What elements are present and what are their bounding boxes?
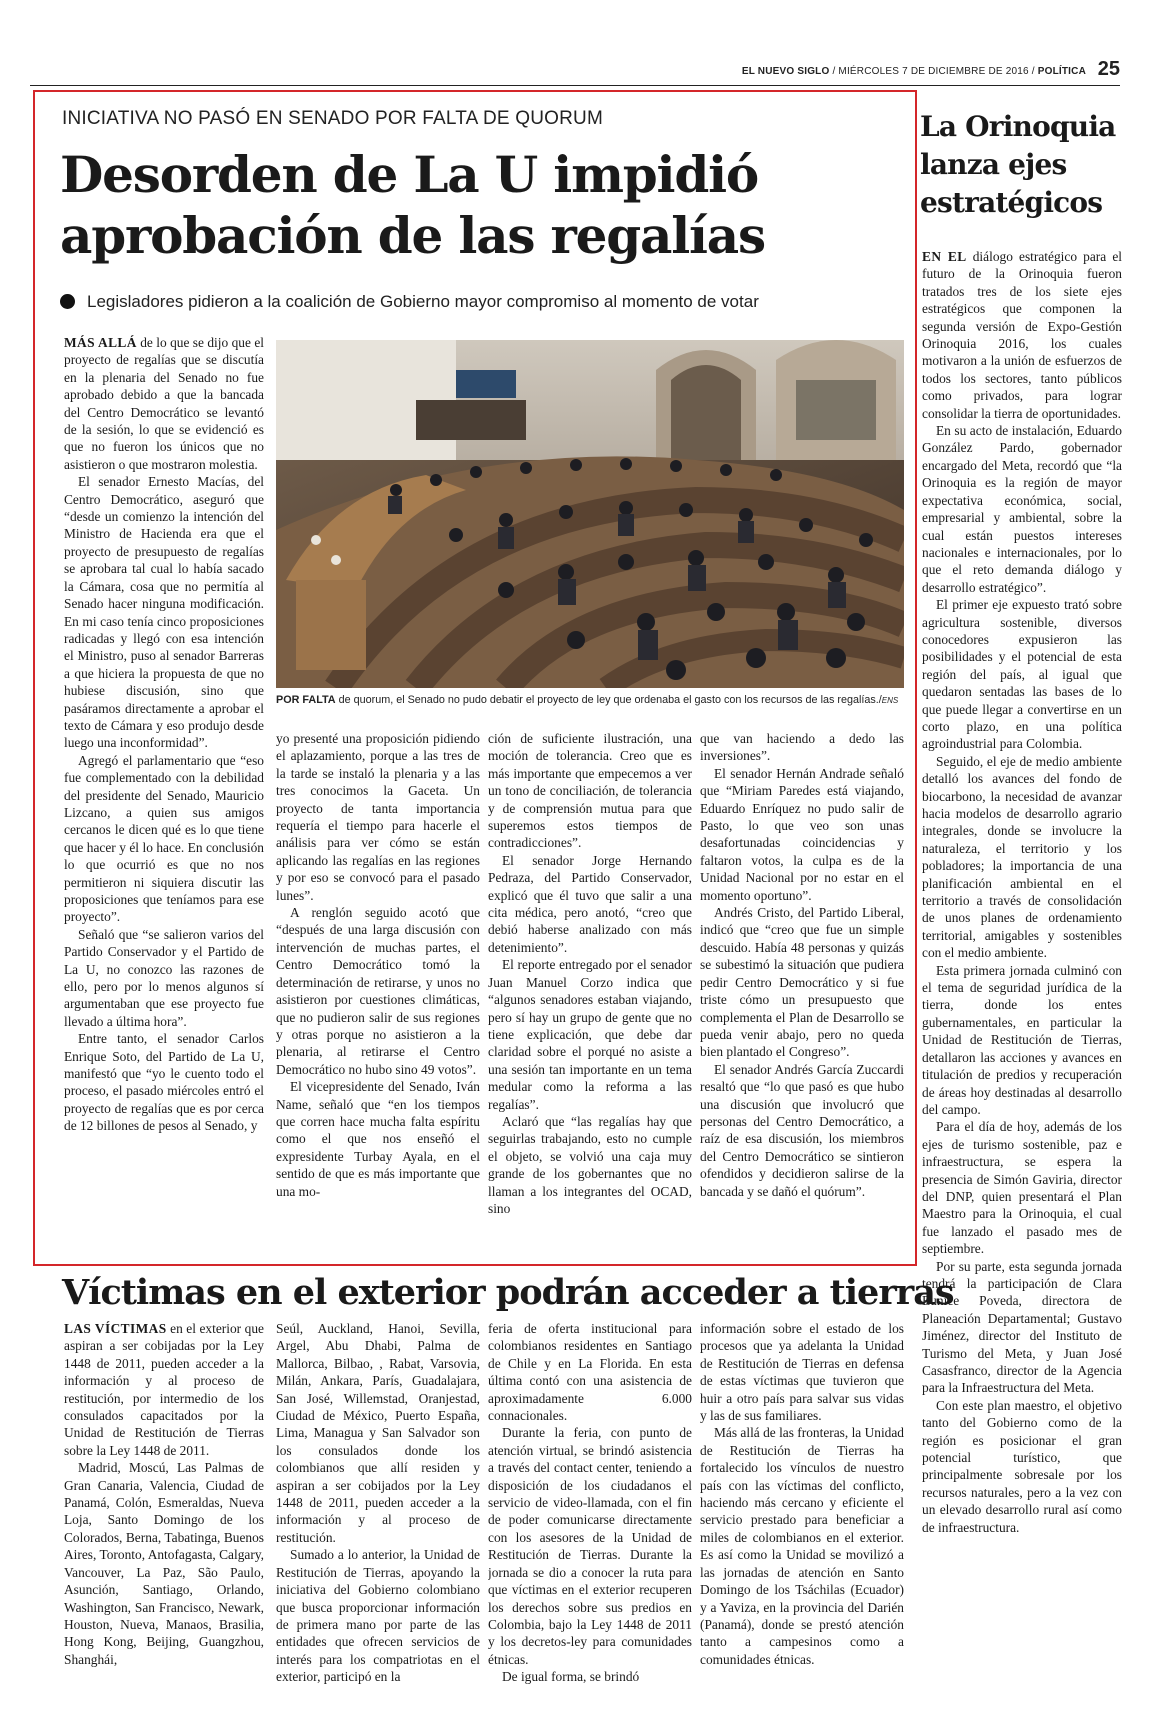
paragraph: El vicepresidente del Senado, Iván Name, señaló que “en los tiempos que corren hace mucha falta espíritu como el que nos enseñó el expresidente Turbay Ayala, en el sentido de que es más importante que una mo- [276, 1079, 480, 1199]
publication-name: EL NUEVO SIGLO [741, 66, 830, 77]
story-column-2 [276, 730, 480, 1254]
paragraph: ción de suficiente ilustración, una moción de tolerancia. Creo que es más importante que empecemos a ver un tono de conciliación, de tolerancia y de comprensión mutua para que superemos estos tiempos de contradicciones”. [488, 731, 692, 851]
story-headline: Desorden de La U impidió aprobación de las regalías [60, 145, 765, 265]
senate-chamber-photo [276, 340, 904, 688]
story-column-4 [700, 730, 904, 1254]
paragraph: Seúl, Auckland, Hanoi, Sevilla, Argel, Abu Dhabi, Palma de Mallorca, Bilbao, , Rabat, Varsovia, Milán, Ankara, París, Guadalajara, San José, Willemstad, Oranjestad, Ciudad de México, Puerto España, Lima, Managua y San Salvador son los consulados donde los colombianos que allí residen y aspiran a ser cobijados por la Ley 1448 de 2011, pueden acceder a la información y al proceso de restitución. [276, 1321, 480, 1545]
story-column-3 [488, 730, 692, 1254]
paragraph: El senador Andrés García Zuccardi resaltó que “lo que pasó es que hubo una discusión que involucró que personas del Centro Democrático, a raíz de esa discusión, los miembros del Centro Democrático se sintieron ofendidos y decidieron salirse de la bancada y se dañó el quórum”. [700, 1061, 904, 1199]
second-story-column-2 [276, 1320, 480, 1712]
senate-chamber-illustration [276, 340, 904, 688]
paragraph: A renglón seguido acotó que “después de una larga discusión con intervención de muchas partes, el Centro Democrático tomó la determinación de retirarse, y unos no asistieron por cuestiones climáticas, que no pudieron salir de sus regiones y otras porque no asistieron a la plenaria, al retirarse el Centro Democrático no hubo sino 49 votos”. [276, 905, 480, 1077]
paragraph: Sumado a lo anterior, la Unidad de Restitución de Tierras, apoyando la iniciativa del Gobierno colombiano que busca proporcionar información de primera mano por parte de las entidades que ofrecen servicios de interés para los compatriotas en el exterior, participó en la [276, 1547, 480, 1685]
issue-date: MIÉRCOLES 7 DE DICIEMBRE DE 2016 [838, 66, 1029, 77]
paragraph: Madrid, Moscú, Las Palmas de Gran Canaria, Valencia, Ciudad de Panamá, Colón, Esmeraldas, Nueva Loja, Santo Domingo de los Colorados, Berna, Tabatinga, Buenos Aires, Toronto, Antofagasta, Calgary, Vancouver, La Paz, São Paulo, Asunción, Santiago, Orlando, Washington, San Francisco, Newark, Houston, Nueva, Manaos, Brasilia, Hong Kong, Beijing, Guangzhou, Shanghái, [64, 1460, 264, 1667]
paragraph: Seguido, el eje de medio ambiente detalló los avances del fondo de biocarbono, la necesidad de avanzar hacia modelos de desarrollo agrario integrales, donde se involucre la naturaleza, el territorio y los pobladores; la importancia de una planificación ambiental en el territorio a través de consolidación de unos planes de ordenamiento territorial, amigables y sostenibles con el medio ambiente. [922, 753, 1122, 961]
paragraph: Agregó el parlamentario que “eso fue complementado con la debilidad del presidente del Senado, Mauricio Lizcano, a quien sus amigos cercanos le dicen qué es lo que tiene que hacer y él lo hace. En conclusión lo que ocurrió es que no nos permitieron ni siquiera discutir las proposiciones que teníamos para ese proyecto”. [64, 752, 264, 925]
story-kicker: INICIATIVA NO PASÓ EN SENADO POR FALTA DE QUORUM [62, 108, 603, 129]
second-story-column-4 [700, 1320, 904, 1712]
paragraph: Por su parte, esta segunda jornada tendrá la participación de Clara Eunice Poveda, directora de Planeación Departamental; Gustavo Jiménez, director del Instituto de Turismo del Meta, y Juan José Casasfranco, director de la Agencia para la Infraestructura del Meta. [922, 1258, 1122, 1396]
paragraph: en el exterior que aspiran a ser cobijadas por la Ley 1448 de 2011, pueden acceder a la información y al proceso de restitución, por intermedio de los consulados capacitados por la Unidad de Restitución de Tierras sobre la Ley 1448 de 2011. [64, 1321, 264, 1458]
separator: / [832, 66, 836, 77]
photo-caption [276, 693, 904, 708]
separator: / [1031, 66, 1035, 77]
caption-text: de quorum, el Senado no pudo debatir el proyecto de ley que ordenaba el gasto con los recursos de las regalías./ [338, 694, 882, 706]
paragraph: Esta primera jornada culminó con el tema de seguridad jurídica de la tierra, donde los entes gubernamentales, en particular la Unidad de Restitución de Tierras, detallaron las acciones y avances en titulación de predios y recuperación de áreas hoy destinadas al desarrollo del campo. [922, 962, 1122, 1117]
paragraph: feria de oferta institucional para colombianos residentes en Santiago de Chile y en La Florida. En esta última contó con una asistencia de aproximadamente 6.000 connacionales. [488, 1321, 692, 1424]
sidebar-lead-in: EN EL [922, 249, 967, 264]
bullet-icon [60, 294, 75, 309]
paragraph: Más allá de las fronteras, la Unidad de Restitución de Tierras ha fortalecido los vínculos de nuestro país con las víctimas del conflicto, haciendo más cercano y eficiente el servicio prestado para beneficiar a miles de colombianos en el exterior. Es así como la Unidad se movilizó a las jornadas de atención en Santo Domingo de los Tsáchilas (Ecuador) y a Yaviza, en la provincia del Darién (Panamá), donde se prestó atención tanto a campesinos como a comunidades étnicas. [700, 1425, 904, 1667]
second-story-column-1 [64, 1320, 264, 1712]
paragraph: yo presenté una proposición pidiendo el aplazamiento, porque a las tres de la tarde se instaló la plenaria y a las tres conocimos la Gaceta. Un proyecto de tanta importancia requería el tiempo para hacerle el análisis para ver cómo se están aplicando las regalías en las regiones y por eso se convocó para el pasado lunes”. [276, 731, 480, 903]
paragraph: Andrés Cristo, del Partido Liberal, indicó que “creo que fue un simple descuido. Había 48 personas y quizás se subestimó la situación que pudiera pedir Centro Democrático y si fue triste cómo un presupuesto que complementa el Plan de Desarrollo se pueda venir abajo, pero no queda bien plantado el Congreso”. [700, 905, 904, 1060]
page-number: 25 [1097, 58, 1120, 80]
paragraph: diálogo estratégico para el futuro de la Orinoquia fueron tratados tres de los siete ejes estratégicos que componen la segunda versión de Expo-Gestión Orinoquia 2016, los cuales motivaron a la unión de esfuerzos de todos los sectores, tanto públicos como privados, para lograr consolidar la tierra de oportunidades. [922, 249, 1122, 421]
paragraph: Con este plan maestro, el objetivo tanto del Gobierno como de la región es posicionar el gran potencial turístico, que principalmente sobresale por los recursos naturales, pero a la vez con un elevado desarrollo rural así como de infraestructura. [922, 1397, 1122, 1535]
story-column-1 [64, 334, 264, 1254]
story-lead-in: MÁS ALLÁ [64, 335, 137, 350]
running-head [30, 58, 1120, 86]
running-head-meta [742, 66, 1086, 77]
sidebar-column [922, 248, 1122, 1708]
paragraph: Aclaró que “las regalías hay que seguirlas trabajando, esto no cumple el objeto, se volvió una caja muy grande de los gobernantes que no llaman a los integrantes del OCAD, sino [488, 1113, 692, 1216]
paragraph: que van haciendo a dedo las inversiones”. [700, 731, 904, 764]
paragraph: El reporte entregado por el senador Juan Manuel Corzo indica que “algunos senadores estaban viajando, pero sí hay un grupo de gente que no tiene explicación, que debe dar claridad sobre el porqué no asiste a una sesión tan importante en un tema medular como la reforma a las regalías”. [488, 957, 692, 1112]
second-story-headline: Víctimas en el exterior podrán acceder a tierras [62, 1272, 954, 1313]
story-subhead [60, 292, 910, 312]
paragraph: información sobre el estado de los procesos que ya adelanta la Unidad de Restitución de Tierras en defensa de estas víctimas que tuvieron que huir a otro país para salvar sus vidas y las de sus familiares. [700, 1321, 904, 1424]
photo-credit: ENS [881, 696, 899, 705]
paragraph: En su acto de instalación, Eduardo González Pardo, gobernador encargado del Meta, recordó que “la Orinoquia es la región de mayor expectativa económica, social, empresarial y ambiental, sobre la cual están puestos intereses nacionales e internacionales, por lo que el reto demanda diálogo y desarrollo estratégico”. [922, 423, 1122, 595]
subhead-text: Legisladores pidieron a la coalición de Gobierno mayor compromiso al momento de votar [87, 292, 759, 311]
section-name: POLÍTICA [1037, 66, 1086, 77]
paragraph: Señaló que “se salieron varios del Partido Conservador y el Partido de La U, no conozco las razones de ello, pero por lo menos algunos sí argumentaban que ese proyecto fue llevado a última hora”. [64, 926, 264, 1029]
caption-lead: POR FALTA [276, 694, 336, 706]
paragraph: El senador Ernesto Macías, del Centro Democrático, aseguró que “desde un comienzo la intención del Ministro de Hacienda era que el proyecto de presupuesto de regalías se aprobara tal cual lo había sacado la Cámara, cosa que no permitía al Senado hacer ninguna modificación. En mi caso tenía cinco proposiciones radicadas y llegó con esa intención el Ministro, puso al senador Barreras a que hiciera la propuesta de que no hubiese discusión, sino que pasáramos directamente a aprobar el texto de Cámara y eso produjo desde luego una inconformidad”. [64, 474, 264, 751]
second-story-lead-in: LAS VÍCTIMAS [64, 1321, 167, 1336]
paragraph: Para el día de hoy, además de los ejes de turismo sostenible, paz e infraestructura, se espera la presencia de Simón Gaviria, director del DNP, quien presentará el Plan Maestro para la Orinoquia, el cual fue lanzado el pasado mes de septiembre. [922, 1119, 1122, 1257]
paragraph: El senador Jorge Hernando Pedraza, del Partido Conservador, explicó que él tuvo que salir a una cita médica, pero anotó, “creo que debió haberse analizado con más detenimiento”. [488, 852, 692, 955]
paragraph: Entre tanto, el senador Carlos Enrique Soto, del Partido de La U, manifestó que “yo le cuento todo el proceso, el pasado miércoles entró el proyecto de regalías que es por cerca de 12 billones de pesos al Senado, y [64, 1031, 264, 1134]
paragraph: El senador Hernán Andrade señaló que “Miriam Paredes está viajando, Eduardo Enríquez no pudo salir de Pasto, lo que veo son unas desafortunadas coincidencias y faltaron votos, la culpa es de la Unidad Nacional por no estar en el momento oportuno”. [700, 765, 904, 903]
paragraph: De igual forma, se brindó [502, 1669, 640, 1685]
second-story-column-3 [488, 1320, 692, 1712]
sidebar-headline: La Orinoquia lanza ejes estratégicos [920, 110, 1116, 219]
paragraph: Durante la feria, con punto de atención virtual, se brindó asistencia a través del contact center, teniendo a disposición de los ciudadanos el servicio de video-llamada, con el fin de poder comunicarse directamente con los asesores de la Unidad de Restitución de Tierras. Durante la jornada se dio a conocer la ruta para que víctimas en el exterior recuperen los derechos sobre sus predios en Colombia, bajo la Ley 1448 de 2011 y los decretos-ley para comunidades étnicas. [488, 1425, 692, 1667]
paragraph: El primer eje expuesto trató sobre agricultura sostenible, diversos conocedores expusieron las posibilidades y el potencial de esta región del país, al igual que quedaron sentadas las bases de lo que puede llegar a convertirse en un corto plazo, en una política agroindustrial para Colombia. [922, 597, 1122, 752]
paragraph: de lo que se dijo que el proyecto de regalías que se discutía en la plenaria del Senado no fue aprobado debido a que la bancada del Centro Democrático se levantó de la sesión, lo que se evidenció es que no fueron los únicos que no asistieron o que mostraron molestia. [64, 335, 264, 472]
